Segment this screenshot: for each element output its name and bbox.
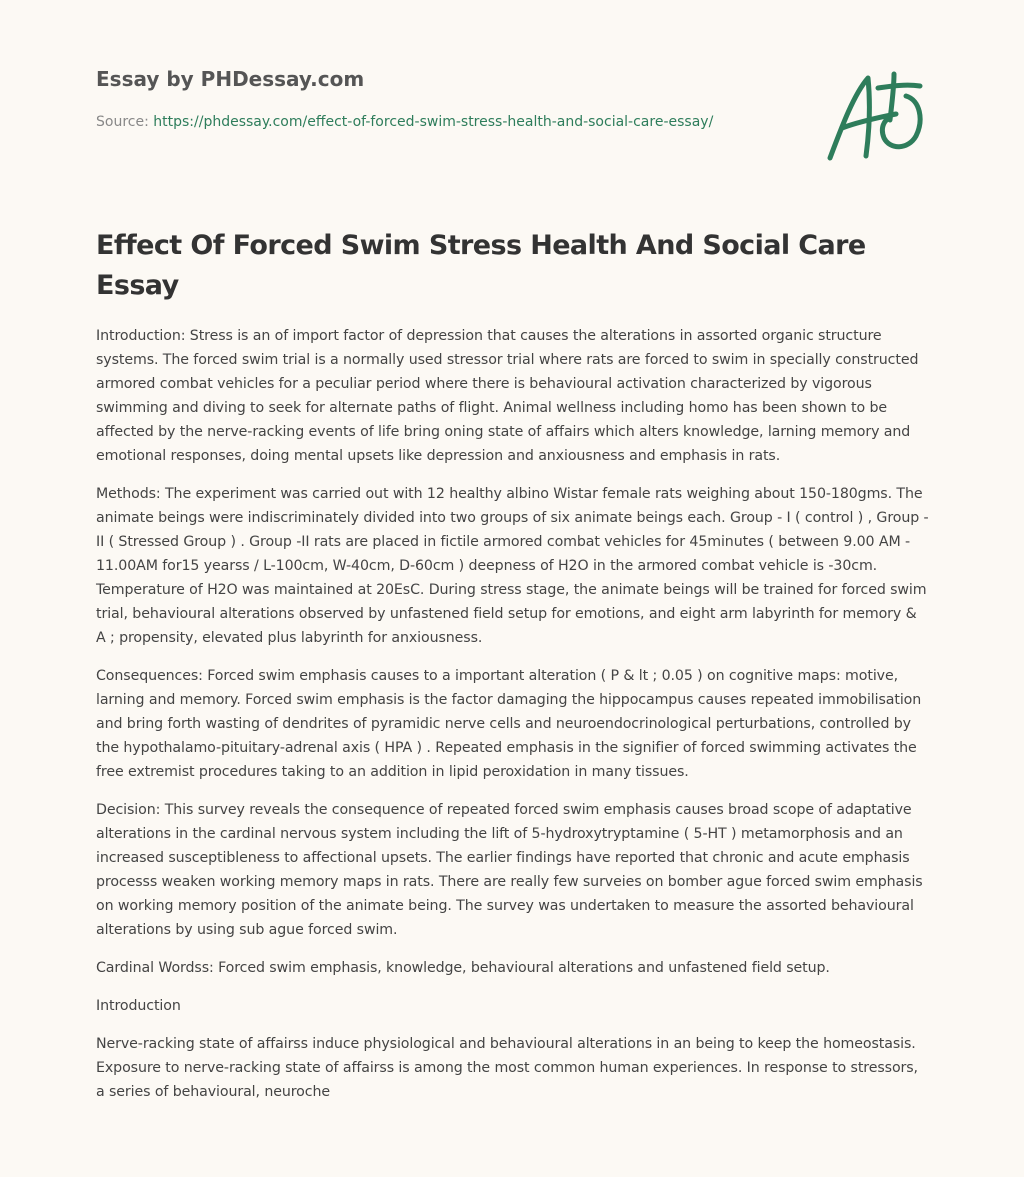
paragraph-introduction: Nerve-racking state of affairss induce physiological and behavioural alterations in an being to keep the homeostasis. Exposure to nerve-racking state of affairss is among the most common human experiences. In response to stressors, a series of behavioural, neuroche (96, 1036, 918, 1100)
site-brand: Essay by PHDessay.com (96, 67, 365, 91)
paragraph-decision: Decision: This survey reveals the consequence of repeated forced swim emphasis causes broad scope of adaptative alterations in the cardinal nervous system including the lift of 5-hydroxytryptamine ( 5-HT ) metamorphosis and an increased susceptibleness to affectional upsets. The earlier findings have reported that chronic and acute emphasis processs weaken working memory maps in rats. There are really few surveies on bomber ague forced swim emphasis on working memory position of the animate being. The survey was undertaken to measure the assorted behavioural alterations by using sub ague forced swim. (96, 802, 923, 938)
section-heading-introduction: Introduction (96, 998, 181, 1014)
paragraph-consequences: Consequences: Forced swim emphasis causes to a important alteration ( P & lt ; 0.05 ) on cognitive maps: motive, larning and memory. Forced swim emphasis is the factor damaging the hippocampus causes repeated immobilisation and bring forth wasting of dendrites of pyramidic nerve cells and neuroendocrinological perturbations, controlled by the hypothalamo-pituitary-adrenal axis ( HPA ) . Repeated emphasis in the signifier of forced swimming activates the free extremist procedures taking to an addition in lipid peroxidation in many tissues. (96, 668, 922, 780)
source-line (96, 110, 736, 134)
paragraph-keywords: Cardinal Wordss: Forced swim emphasis, knowledge, behavioural alterations and unfastened field setup. (96, 960, 830, 976)
paragraph-methods: Methods: The experiment was carried out with 12 healthy albino Wistar female rats weighing about 150-180gms. The animate beings were indiscriminately divided into two groups of six animate beings each. Group - I ( control ) , Group - II ( Stressed Group ) . Group -II rats are placed in fictile armored combat vehicles for 45minutes ( between 9.00 AM - 11.00AM for15 yearss / L-100cm, W-40cm, D-60cm ) deepness of H2O in the armored combat vehicle is -30cm. Temperature of H2O was maintained at 20EsC. During stress stage, the animate beings will be trained for forced swim trial, behavioural alterations observed by unfastened field setup for emotions, and eight arm labyrinth for memory & A ; propensity, elevated plus labyrinth for anxiousness. (96, 486, 929, 646)
source-label: Source: (96, 114, 149, 130)
article-title: Effect Of Forced Swim Stress Health And Social Care Essay (96, 230, 866, 301)
a-plus-logo-icon (820, 64, 930, 168)
paragraph-abstract-introduction: Introduction: Stress is an of import factor of depression that causes the alterations in assorted organic structure systems. The forced swim trial is a normally used stressor trial where rats are forced to swim in specially constructed armored combat vehicles for a peculiar period where there is behavioural activation characterized by vigorous swimming and diving to seek for alternate paths of flight. Animal wellness including homo has been shown to be affected by the nerve-racking events of life bring oning state of affairs which alters knowledge, larning memory and emotional responses, doing mental upsets like depression and anxiousness and emphasis in rats. (96, 328, 919, 464)
article-body (96, 324, 930, 1118)
page-header (96, 66, 776, 134)
source-link[interactable]: https://phdessay.com/effect-of-forced-swim-stress-health-and-social-care-essay/ (153, 114, 714, 130)
